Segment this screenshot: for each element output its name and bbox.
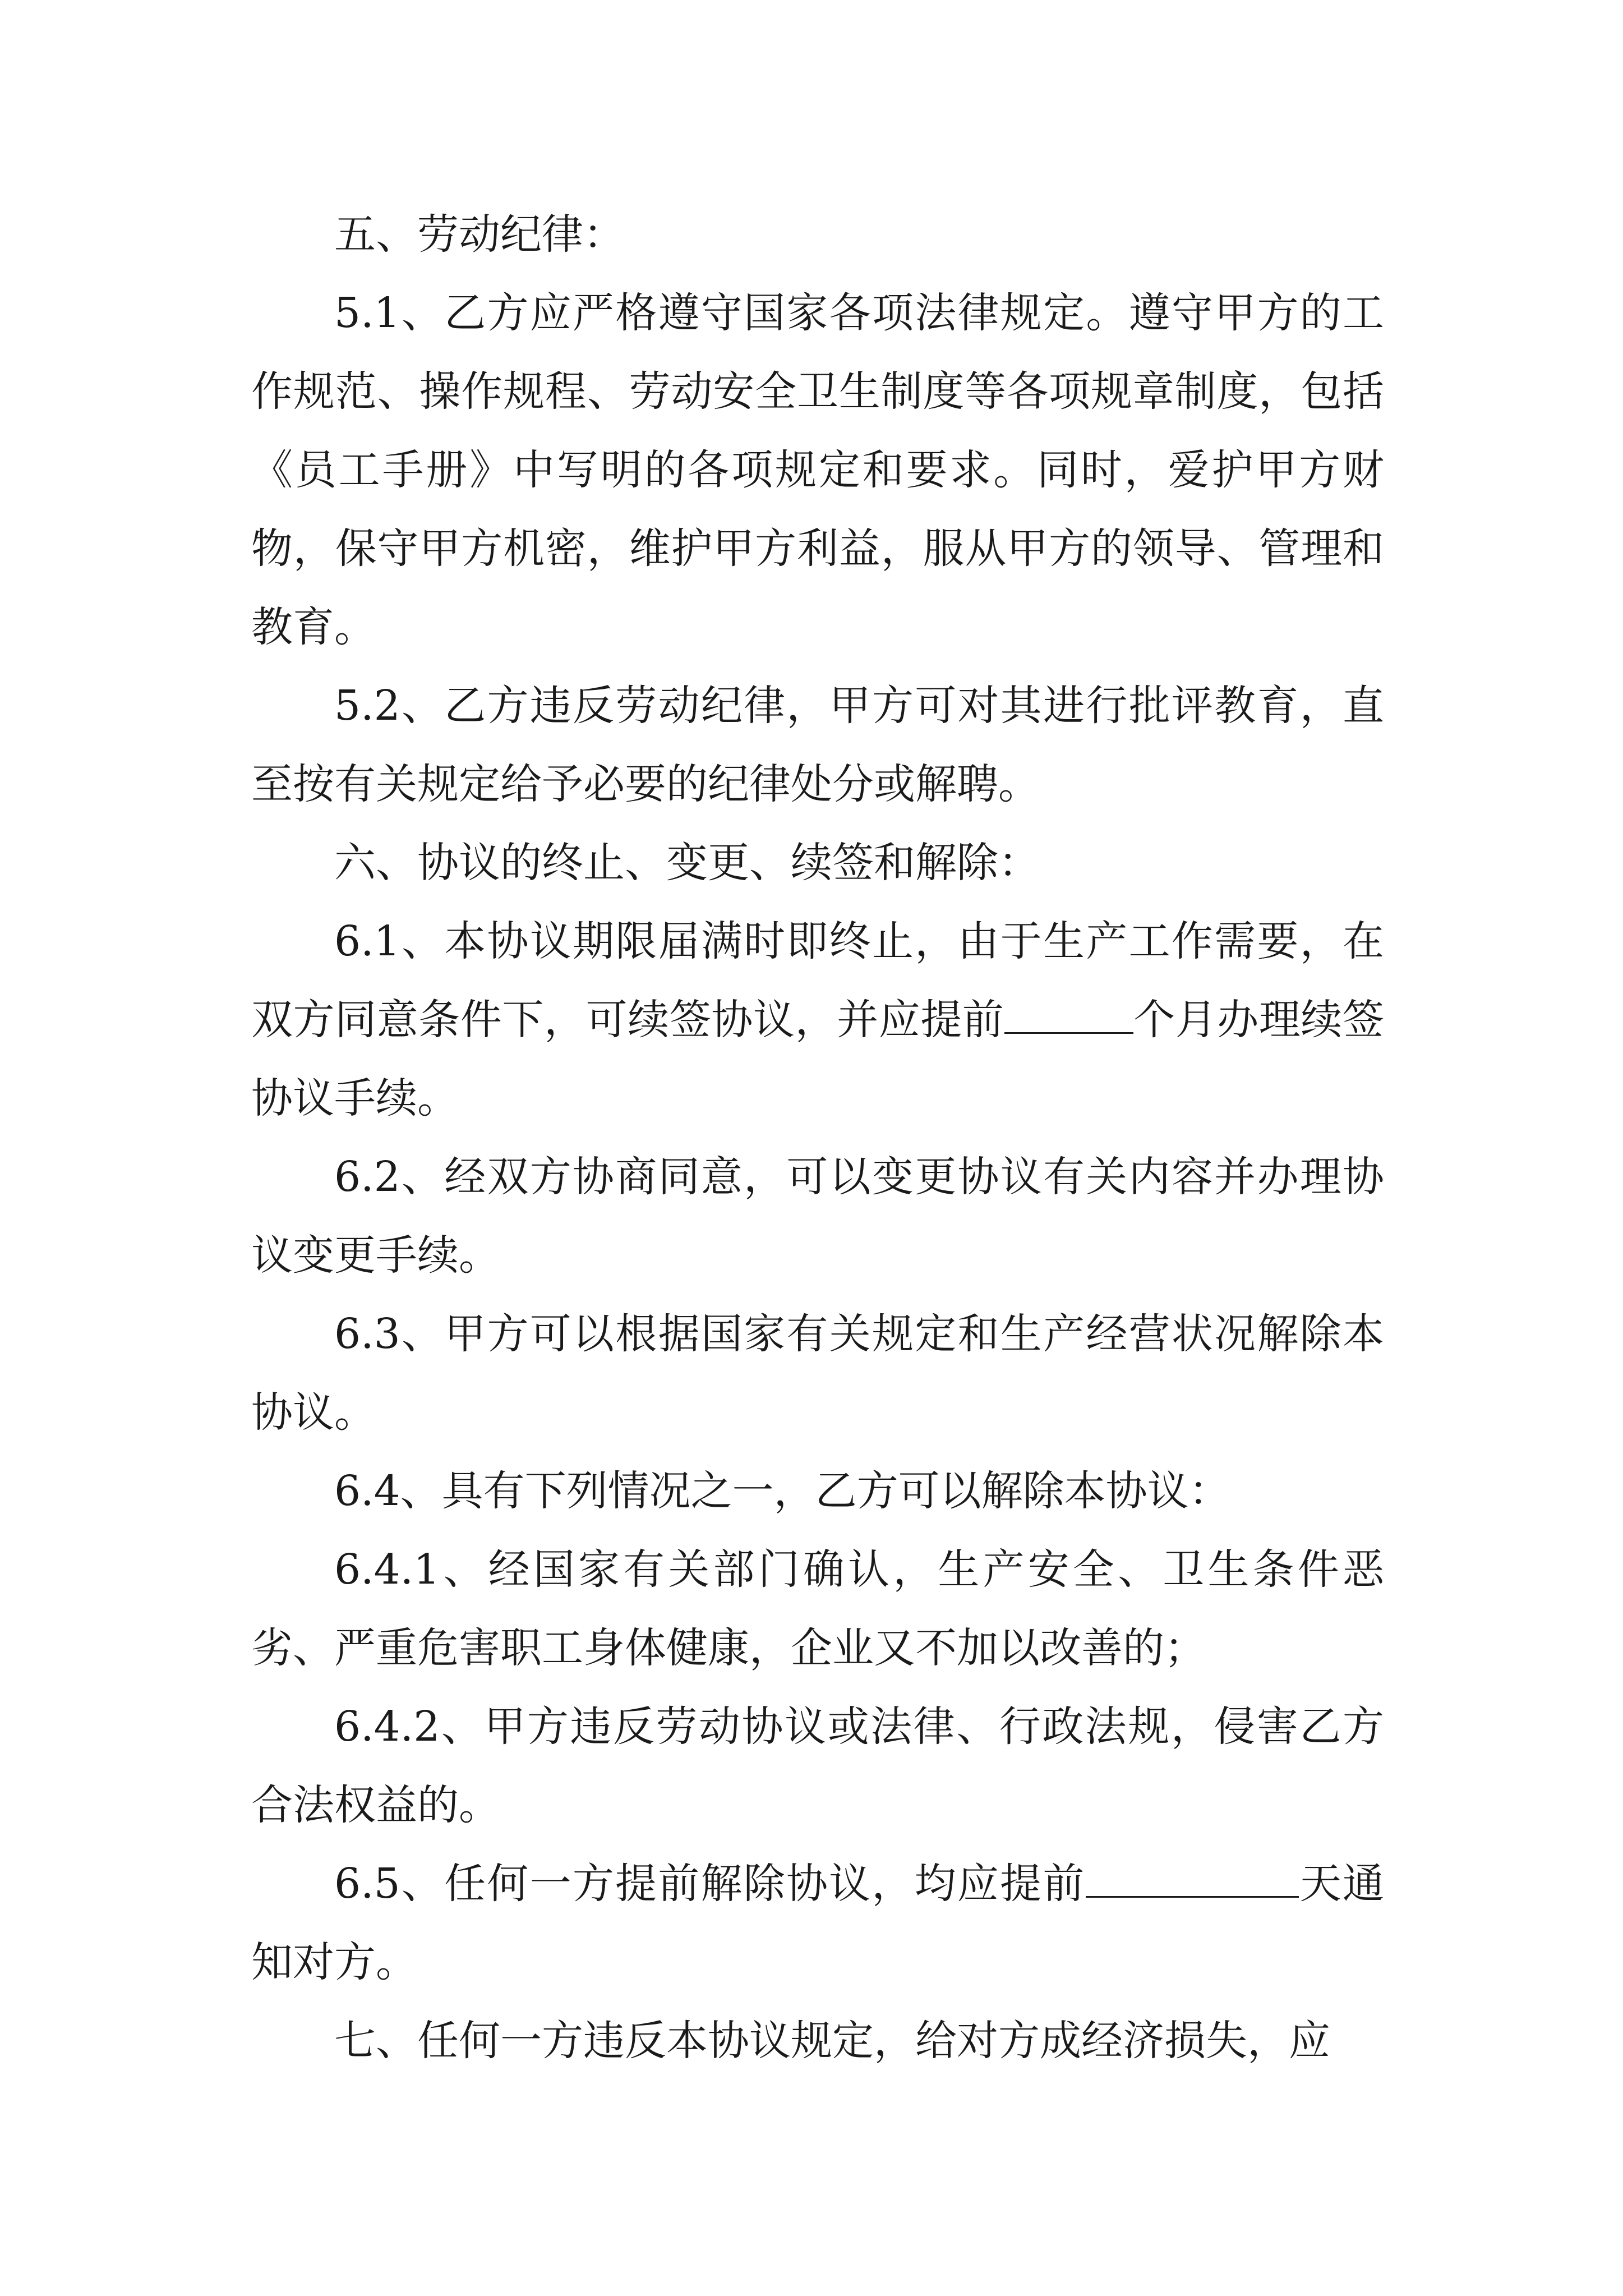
clause-6-4-2: 6.4.2、甲方违反劳动协议或法律、行政法规，侵害乙方合法权益的。 xyxy=(251,1703,1384,1829)
clause-5-2: 5.2、乙方违反劳动纪律，甲方可对其进行批评教育，直至按有关规定给予必要的纪律处分或解聘。 xyxy=(251,682,1384,808)
clause-5-1: 5.1、乙方应严格遵守国家各项法律规定。遵守甲方的工作规范、操作规程、劳动安全卫生制度等各项规章制度，包括《员工手册》中写明的各项规定和要求。同时，爱护甲方财物，保守甲方机密，维护甲方利益，服从甲方的领导、管理和教育。 xyxy=(251,289,1384,651)
document-body xyxy=(251,195,1384,2080)
clause-6-5-text-before: 6.5、任何一方提前解除协议，均应提前 xyxy=(334,1860,1086,1908)
clause-6-1-text-before: 6.1、本协议期限届满时即终止，由于生产工作需要，在双方同意条件下，可续签协议，并应提前 xyxy=(251,917,1384,1044)
blank-days-field xyxy=(1086,1861,1299,1898)
section-heading-breach: 七、任何一方违反本协议规定，给对方成经济损失，应 xyxy=(334,2017,1330,2065)
section-heading-termination: 六、协议的终止、变更、续签和解除： xyxy=(334,839,1040,887)
clause-6-3: 6.3、甲方可以根据国家有关规定和生产经营状况解除本协议。 xyxy=(251,1310,1384,1437)
section-heading-labor-discipline: 五、劳动纪律： xyxy=(334,210,625,259)
clause-6-5 xyxy=(251,1844,1384,2001)
clause-6-5-text-after: 天通知对方。 xyxy=(251,1860,1385,1986)
clause-6-1 xyxy=(251,902,1384,1138)
clause-6-4-1: 6.4.1、经国家有关部门确认，生产安全、卫生条件恶劣、严重危害职工身体健康，企业又不加以改善的； xyxy=(251,1545,1384,1672)
clause-6-4: 6.4、具有下列情况之一，乙方可以解除本协议： xyxy=(334,1467,1230,1515)
clause-6-1-text-after: 个月办理续签协议手续。 xyxy=(251,996,1384,1122)
blank-months-field xyxy=(1004,997,1133,1034)
clause-6-2: 6.2、经双方协商同意，可以变更协议有关内容并办理协议变更手续。 xyxy=(251,1153,1384,1280)
